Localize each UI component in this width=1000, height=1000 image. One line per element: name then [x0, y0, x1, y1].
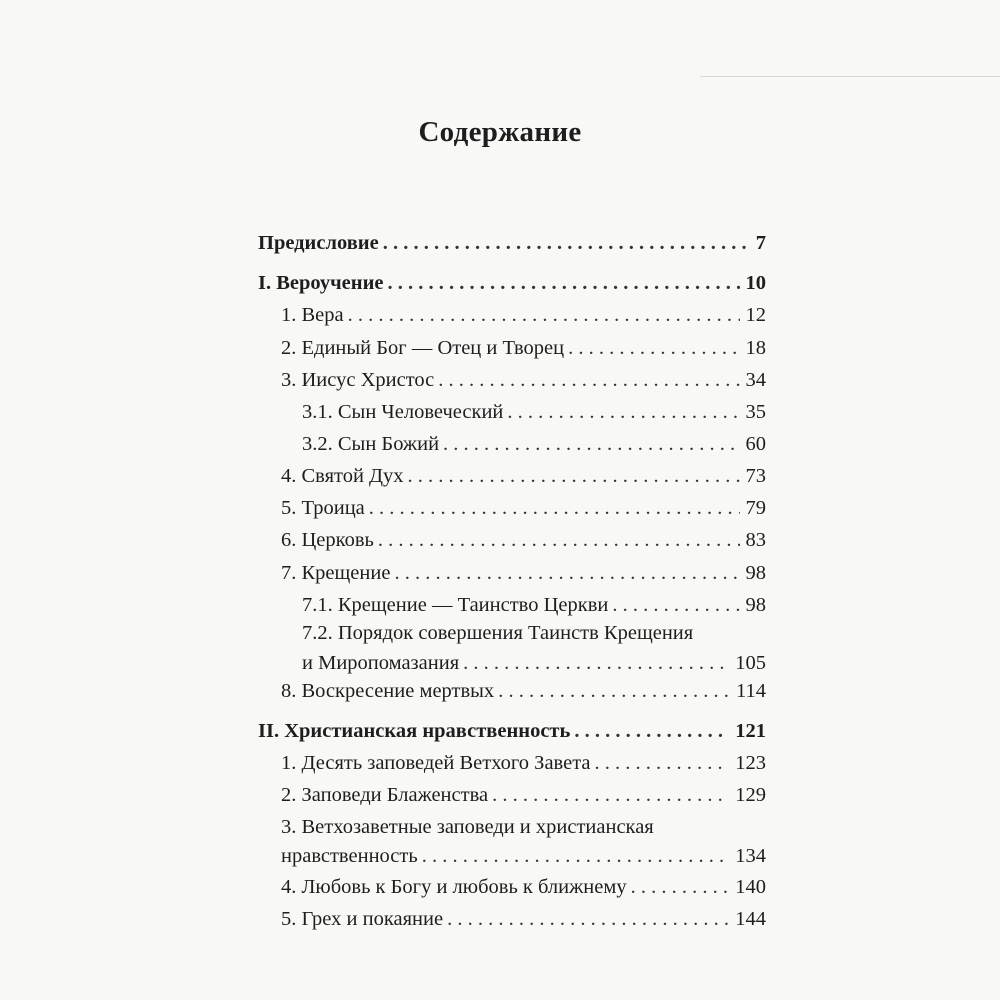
toc-entry-label-first-line[interactable]: 7.2. Порядок совершения Таинств Крещения: [302, 622, 694, 644]
toc-entry-label: 2. Заповеди Блаженства: [281, 784, 489, 806]
toc-entry-page: 98: [745, 562, 766, 584]
dot-leader: [574, 718, 729, 744]
toc-entry-page: 7: [755, 232, 766, 254]
toc-entry[interactable]: [281, 527, 766, 553]
toc-entry-page: 35: [745, 401, 766, 423]
toc-entry-page: 129: [735, 784, 766, 806]
toc-entry-page: 60: [745, 433, 766, 455]
toc-entry[interactable]: [281, 302, 766, 328]
dot-leader: [447, 906, 729, 932]
toc-entry-label: II. Христианская нравственность: [258, 720, 571, 742]
toc-entry-label: 3.1. Сын Человеческий: [302, 401, 504, 423]
toc-entry-label: 1. Вера: [281, 304, 344, 326]
dot-leader: [612, 592, 739, 618]
dot-leader: [463, 650, 729, 676]
toc-entry-page: 18: [745, 337, 766, 359]
toc-entry[interactable]: [281, 495, 766, 521]
toc-entry[interactable]: [281, 335, 766, 361]
toc-entry-label: 8. Воскресение мертвых: [281, 680, 495, 702]
toc-entry-page: 140: [735, 876, 766, 898]
dot-leader: [383, 230, 750, 256]
toc-entry-preface[interactable]: [258, 230, 766, 256]
toc-entry-page: 73: [745, 465, 766, 487]
toc-entry[interactable]: [281, 782, 766, 808]
dot-leader: [492, 782, 729, 808]
toc-entry-label: 2. Единый Бог — Отец и Творец: [281, 337, 565, 359]
toc-entry-page: 83: [745, 529, 766, 551]
toc-entry-label: 5. Грех и покаяние: [281, 908, 444, 930]
toc-entry-label: 7. Крещение: [281, 562, 391, 584]
toc-entry[interactable]: [281, 906, 766, 932]
toc-entry-label: 5. Троица: [281, 497, 365, 519]
toc-entry-label: 4. Любовь к Богу и любовь к ближнему: [281, 876, 627, 898]
toc-entry-page: 79: [745, 497, 766, 519]
toc-entry-label: 4. Святой Дух: [281, 465, 404, 487]
toc-entry-label: Предисловие: [258, 232, 379, 254]
toc-entry-label: I. Вероучение: [258, 272, 384, 294]
toc-entry[interactable]: [302, 650, 766, 676]
toc-entry[interactable]: [302, 399, 766, 425]
toc-entry[interactable]: [281, 367, 766, 393]
toc-entry[interactable]: [281, 874, 766, 900]
dot-leader: [378, 527, 740, 553]
dot-leader: [443, 431, 739, 457]
dot-leader: [388, 270, 740, 296]
toc-entry[interactable]: [281, 463, 766, 489]
dot-leader: [408, 463, 740, 489]
toc-entry[interactable]: [281, 843, 766, 869]
toc-entry-page: 121: [735, 720, 766, 742]
toc-entry-page: 134: [735, 845, 766, 867]
toc-entry-page: 105: [735, 652, 766, 674]
toc-entry[interactable]: [281, 678, 766, 704]
dot-leader: [568, 335, 739, 361]
toc-entry-label: 6. Церковь: [281, 529, 374, 551]
toc-entry-label: 3.2. Сын Божий: [302, 433, 440, 455]
toc-entry[interactable]: [302, 431, 766, 457]
dot-leader: [507, 399, 739, 425]
toc-entry[interactable]: [281, 560, 766, 586]
dot-leader: [348, 302, 740, 328]
toc-entry-page: 98: [745, 594, 766, 616]
dot-leader: [438, 367, 739, 393]
dot-leader: [422, 843, 730, 869]
toc-entry-part-1[interactable]: [258, 270, 766, 296]
toc-entry-label: 1. Десять заповедей Ветхого Завета: [281, 752, 591, 774]
toc-entry[interactable]: [281, 750, 766, 776]
toc-entry-label-first-line[interactable]: 3. Ветхозаветные заповеди и христианская: [281, 816, 654, 838]
toc-entry-page: 10: [745, 272, 766, 294]
toc-entry-label-continuation: нравственность: [281, 845, 418, 867]
toc-entry-label: 7.1. Крещение — Таинство Церкви: [302, 594, 609, 616]
toc-entry-page: 144: [735, 908, 766, 930]
page-title: Содержание: [418, 116, 582, 148]
dot-leader: [631, 874, 730, 900]
dot-leader: [394, 560, 739, 586]
toc-entry-page: 114: [736, 680, 766, 702]
toc-entry-page: 123: [735, 752, 766, 774]
toc-entry-part-2[interactable]: [258, 718, 766, 744]
toc-entry-label-continuation: и Миропомазания: [302, 652, 460, 674]
dot-leader: [595, 750, 730, 776]
toc-entry-page: 12: [745, 304, 766, 326]
toc-entry-page: 34: [745, 369, 766, 391]
dot-leader: [369, 495, 740, 521]
toc-entry-label: 3. Иисус Христос: [281, 369, 435, 391]
dot-leader: [498, 678, 730, 704]
toc-entry[interactable]: [302, 592, 766, 618]
